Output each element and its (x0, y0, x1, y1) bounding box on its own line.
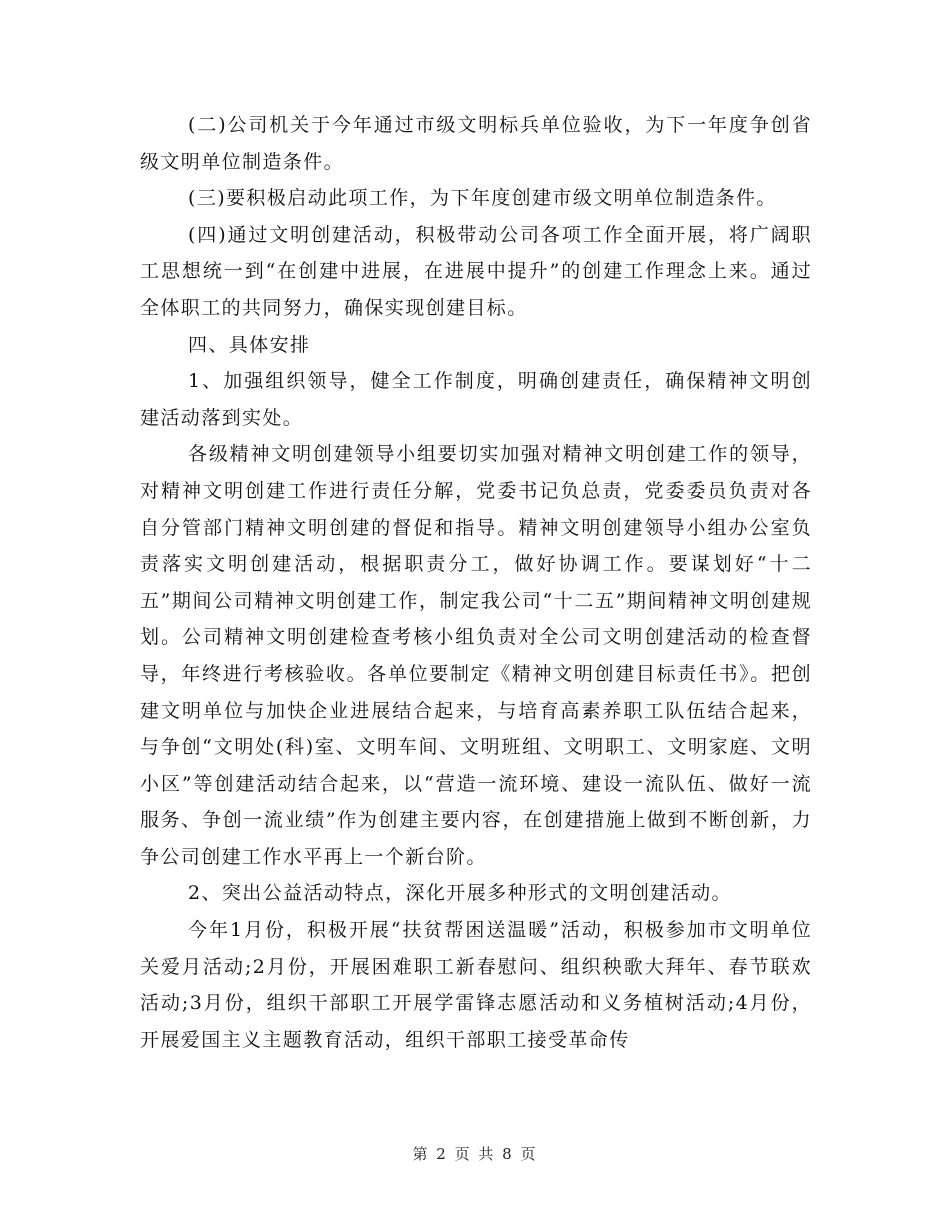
paragraph-leadership: 各级精神文明创建领导小组要切实加强对精神文明创建工作的领导，对精神文明创建工作进行责任分解，党委书记负总责，党委委员负责对各自分管部门精神文明创建的督促和指导。精神文明创建领导小组办公室负责落实文明创建活动，根据职责分工，做好协调工作。要谋划好“十二五”期间公司精神文明创建工作，制定我公司“十二五”期间精神文明创建规划。公司精神文明创建检查考核小组负责对全公司文明创建活动的检查督导，年终进行考核验收。各单位要制定《精神文明创建目标责任书》。把创建文明单位与加快企业进展结合起来，与培育高素养职工队伍结合起来，与争创“文明处(科)室、文明车间、文明班组、文明职工、文明家庭、文明小区”等创建活动结合起来，以“营造一流环境、建设一流队伍、做好一流服务、争创一流业绩”作为创建主要内容，在创建措施上做到不断创新，力争公司创建工作水平再上一个新台阶。 (140, 443, 812, 868)
document-body (140, 107, 812, 1058)
paragraph-item-3: (三)要积极启动此项工作，为下年度创建市级文明单位制造条件。 (188, 187, 777, 210)
paragraph-item-2: (二)公司机关于今年通过市级文明标兵单位验收，为下一年度争创省级文明单位制造条件。 (140, 114, 812, 173)
subheading-2: 2、突出公益活动特点，深化开展多种形式的文明创建活动。 (188, 882, 732, 905)
subheading-1: 1、加强组织领导，健全工作制度，明确创建责任，确保精神文明创建活动落到实处。 (140, 370, 812, 429)
page-number-footer: 第 2 页 共 8 页 (412, 1145, 538, 1163)
paragraph-item-4: (四)通过文明创建活动，积极带动公司各项工作全面开展，将广阔职工思想统一到“在创建中进展，在进展中提升”的创建工作理念上来。通过全体职工的共同努力，确保实现创建目标。 (140, 223, 812, 319)
section-heading-arrangement: 四、具体安排 (188, 333, 311, 356)
paragraph-activities: 今年1月份，积极开展“扶贫帮困送温暖”活动，积极参加市文明单位关爱月活动;2月份，开展困难职工新春慰问、组织秧歌大拜年、春节联欢活动;3月份，组织干部职工开展学雷锋志愿活动和义务植树活动;4月份，开展爱国主义主题教育活动，组织干部职工接受革命传 (140, 919, 812, 1051)
